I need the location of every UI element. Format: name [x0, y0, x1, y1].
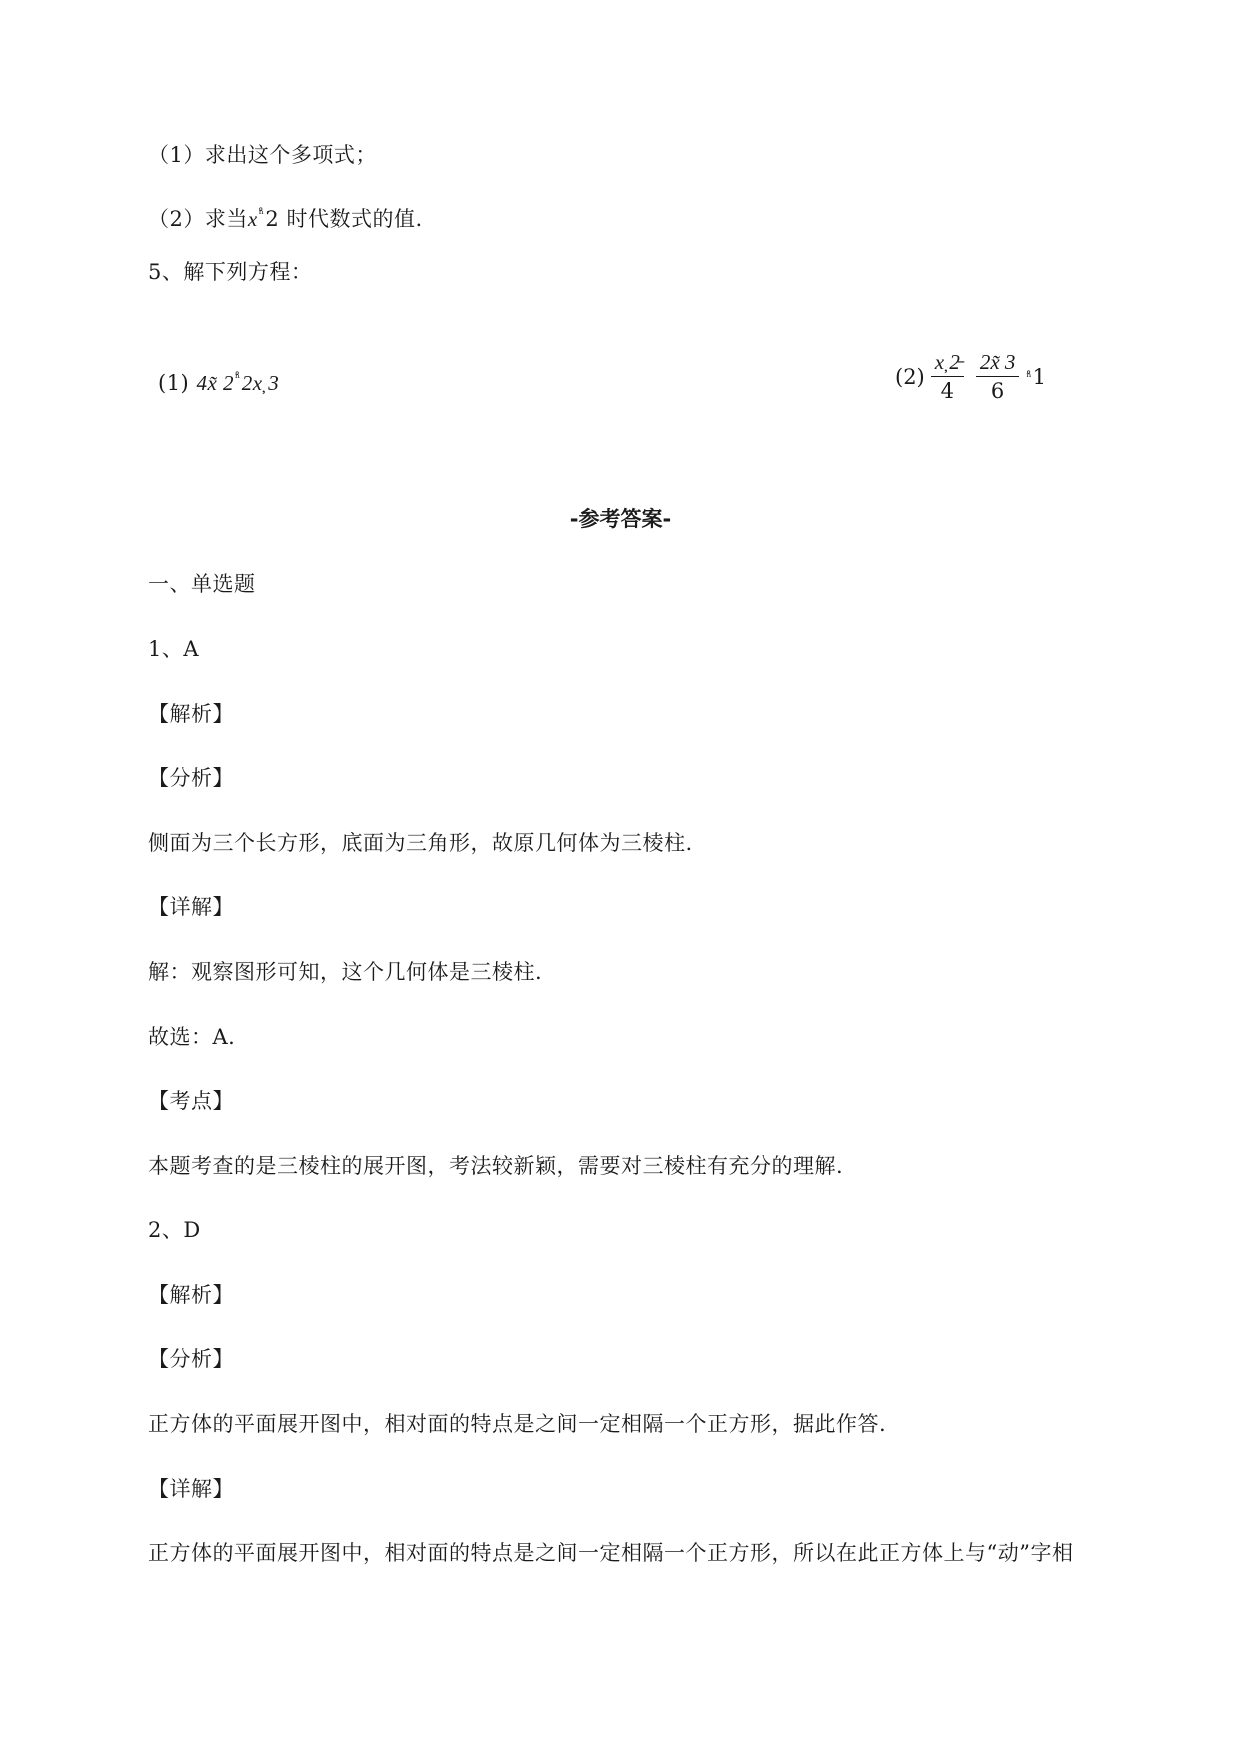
q5-eq1-rhs: 2x̦ 3	[241, 371, 280, 395]
answer-2-number: 2、D	[148, 1218, 201, 1242]
answer-1-jiexi-label: 【解析】	[148, 702, 234, 726]
q5-eq2	[895, 350, 1046, 403]
answer-1-xiangjie-label: 【详解】	[148, 895, 234, 919]
answer-1-kaodian-label: 【考点】	[148, 1089, 234, 1113]
answer-2-fenxi-label: 【分析】	[148, 1347, 234, 1371]
answer-1-fenxi-text: 侧面为三个长方形，底面为三角形，故原几何体为三棱柱.	[148, 831, 693, 855]
q5-eq2-fraction-2	[976, 350, 1020, 403]
q4-part2-sym: ⁿ̊	[258, 207, 265, 221]
q4-part2-suffix: 2 时代数式的值.	[265, 207, 423, 231]
q4-part1: （1）求出这个多项式；	[148, 143, 377, 167]
answers-section-heading: 一、单选题	[148, 572, 256, 596]
q5-eq2-frac1-num: x̦ 2̵	[931, 350, 964, 377]
q5-eq2-frac2-den: 6	[990, 379, 1005, 403]
answer-2-xiangjie-text: 正方体的平面展开图中，相对面的特点是之间一定相隔一个正方形，所以在此正方体上与“动”字相	[148, 1541, 1074, 1565]
answer-1-xiangjie-text: 解：观察图形可知，这个几何体是三棱柱.	[148, 960, 543, 984]
q4-part2	[148, 200, 423, 233]
q5-eq1-label: (1)	[158, 371, 190, 395]
answers-title: -参考答案-	[569, 507, 672, 531]
q5-eq2-rhs: 1	[1032, 364, 1046, 389]
answer-1-fenxi-label: 【分析】	[148, 766, 234, 790]
q5-eq2-sym: ⁿ̊	[1026, 369, 1032, 384]
q4-part2-var: x	[247, 207, 258, 231]
q5-eq1-sym: ⁿ̊	[235, 371, 241, 385]
q5-eq2-fraction-1	[931, 350, 964, 403]
answer-1-choice: 故选：A.	[148, 1025, 236, 1049]
q5-eq1	[158, 364, 279, 397]
q5-eq1-lhs: 4x̃ 2	[196, 371, 235, 395]
answer-2-xiangjie-label: 【详解】	[148, 1477, 234, 1501]
q5-eq2-label: (2)	[895, 364, 925, 389]
q5-heading: 5、解下列方程：	[148, 260, 313, 284]
q5-eq2-frac2-num: 2x̃ 3	[976, 350, 1020, 377]
answer-1-number: 1、A	[148, 637, 200, 661]
answer-2-jiexi-label: 【解析】	[148, 1283, 234, 1307]
answer-1-kaodian-text: 本题考查的是三棱柱的展开图，考法较新颖，需要对三棱柱有充分的理解.	[148, 1154, 844, 1178]
q5-eq2-frac1-den: 4	[940, 379, 954, 403]
q4-part2-prefix: （2）求当	[148, 207, 248, 231]
answer-2-fenxi-text: 正方体的平面展开图中，相对面的特点是之间一定相隔一个正方形，据此作答.	[148, 1412, 887, 1436]
